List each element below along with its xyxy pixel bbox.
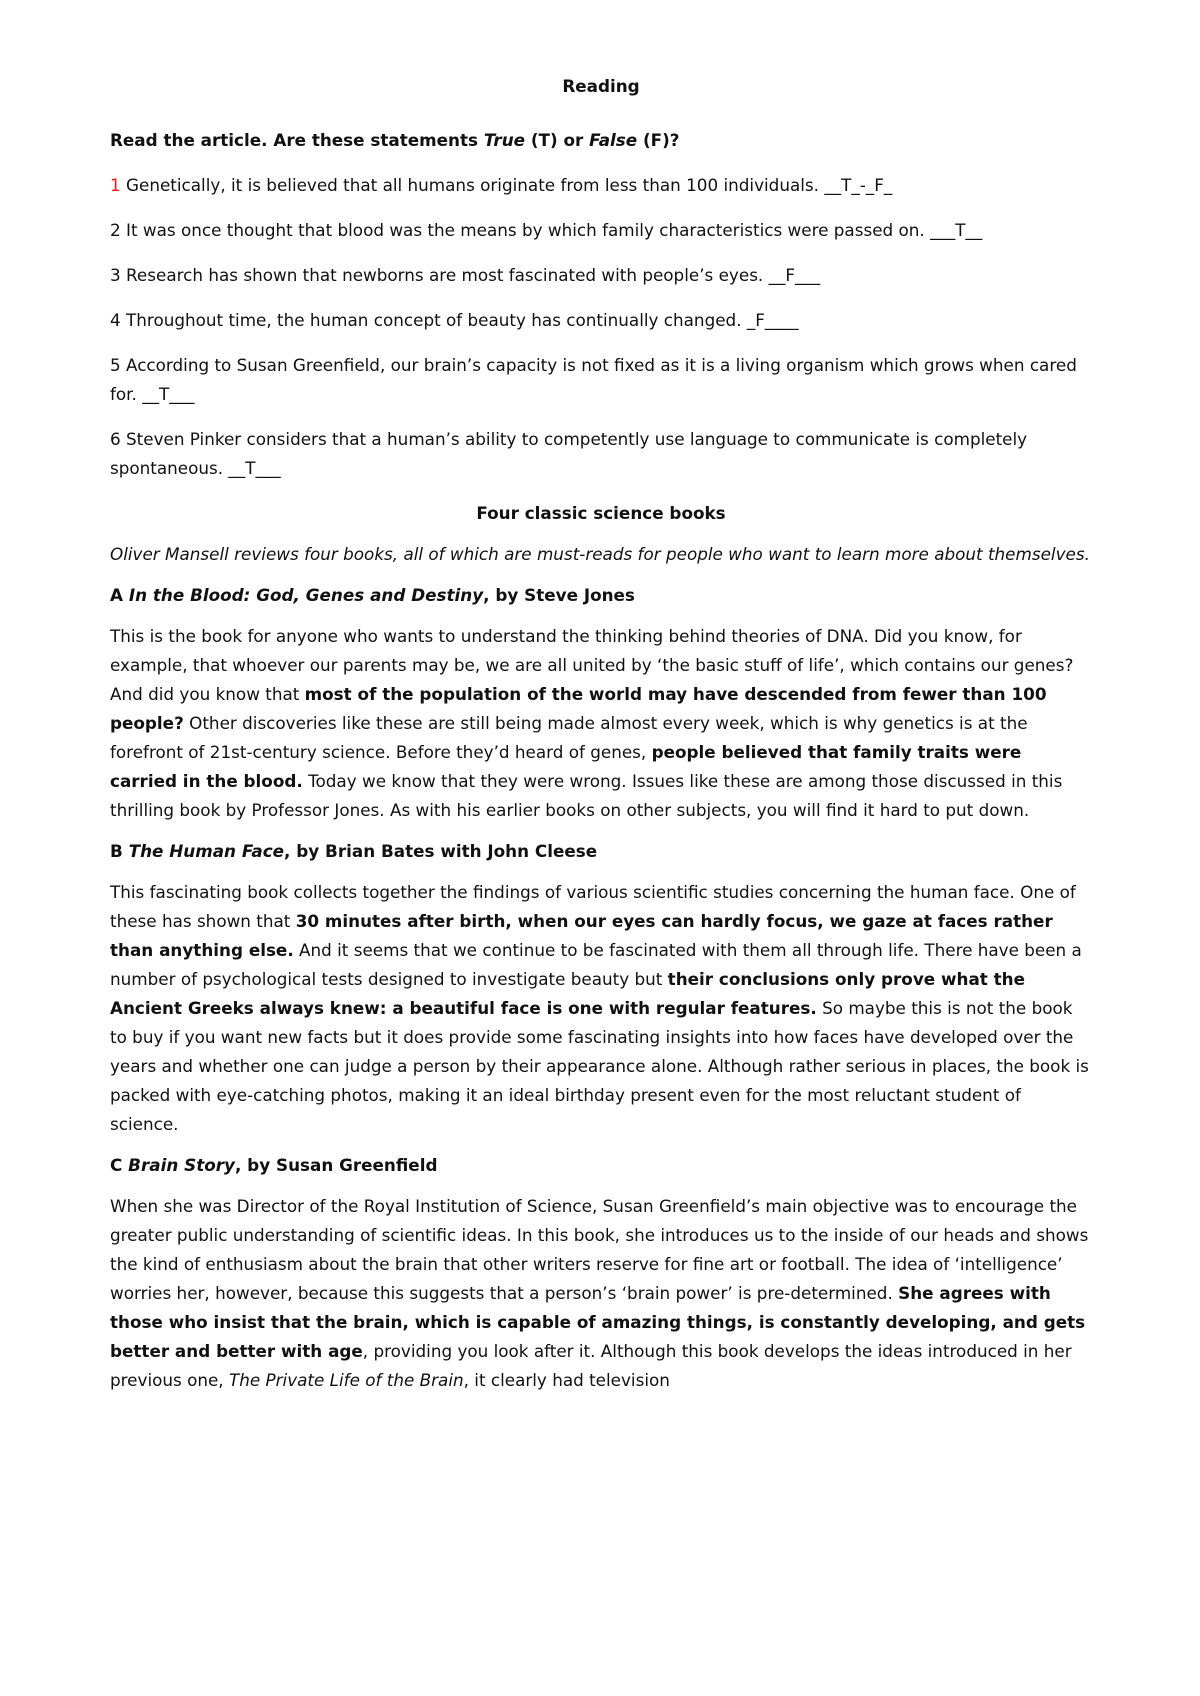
book-byline: , by Susan Greenfield — [234, 1155, 438, 1175]
article-intro: Oliver Mansell reviews four books, all of which are must-reads for people who want to learn more about themselves. — [110, 544, 1090, 564]
statement-text: Genetically, it is believed that all humans originate from less than 100 individuals. __T_-_F_ — [120, 175, 893, 195]
statement-number: 3 — [110, 265, 121, 285]
review-text: Today we know that they were wrong. Issues like these are among those discussed in this thrilling book by Professor Jones. As with his earlier books on other subjects, you will find it hard to put down. — [110, 771, 1063, 820]
book-b-review — [110, 878, 1092, 1139]
statement-number: 6 — [110, 429, 121, 449]
statement-1 — [110, 171, 1092, 200]
statement-text: According to Susan Greenfield, our brain’s capacity is not fixed as it is a living organism which grows when cared for. __T___ — [110, 355, 1077, 404]
instruction-text: Read the article. Are these statements — [110, 130, 484, 150]
review-text: , providing you look after it. Although this book develops the ideas introduced in her previous one, — [110, 1341, 1072, 1390]
book-a-heading — [110, 581, 1092, 610]
review-highlight: people believed that family traits were carried in the blood. — [110, 742, 1022, 791]
book-letter: A — [110, 585, 129, 605]
review-text: So maybe this is not the book to buy if you want new facts but it does provide some fascinating insights into how faces have developed over the years and whether one can judge a person by their appearance alone. Although rather serious in places, the book is packed with eye-catching photos, making it an ideal birthday present even for the most reluctant student of science. — [110, 998, 1089, 1134]
book-a-review — [110, 622, 1092, 825]
statement-2 — [110, 216, 1092, 245]
instruction-true: True — [483, 130, 526, 150]
article-title: Four classic science books — [476, 503, 726, 523]
review-highlight: 30 minutes after birth, when our eyes can hardly focus, we gaze at faces rather than anything else. — [110, 911, 1053, 960]
review-highlight: She agrees with those who insist that the brain, which is capable of amazing things, is constantly developing, and gets better and better with age — [110, 1283, 1086, 1361]
book-byline: , by Brian Bates with John Cleese — [284, 841, 598, 861]
review-highlight: their conclusions only prove what the Ancient Greeks always knew: a beautiful face is one with regular features. — [110, 969, 1025, 1018]
instruction-false: False — [589, 130, 638, 150]
statement-text: It was once thought that blood was the means by which family characteristics were passed on. ___T__ — [120, 220, 983, 240]
review-text: This fascinating book collects together the findings of various scientific studies concerning the human face. One of these has shown that — [110, 882, 1076, 931]
book-letter: B — [110, 841, 129, 861]
book-c-heading — [110, 1151, 1092, 1180]
page-title: Reading — [562, 76, 640, 96]
review-highlight: most of the population of the world may have descended from fewer than 100 people? — [110, 684, 1047, 733]
instruction — [110, 126, 1092, 155]
book-title: In the Blood: God, Genes and Destiny — [128, 585, 484, 605]
statement-5 — [110, 351, 1092, 409]
statement-text: Steven Pinker considers that a human’s ability to competently use language to communicate is completely spontaneous. __T___ — [110, 429, 1028, 478]
statement-6 — [110, 425, 1092, 483]
book-c-review — [110, 1192, 1092, 1395]
book-letter: C — [110, 1155, 129, 1175]
review-text: And it seems that we continue to be fascinated with them all through life. There have been a number of psychological tests designed to investigate beauty but — [110, 940, 1082, 989]
book-title: The Human Face — [128, 841, 285, 861]
statement-4 — [110, 306, 1092, 335]
book-title: Brain Story — [128, 1155, 235, 1175]
review-text: Other discoveries like these are still being made almost every week, which is why genetics is at the forefront of 21st-century science. Before they’d heard of genes, — [110, 713, 1028, 762]
review-text: When she was Director of the Royal Institution of Science, Susan Greenfield’s main objective was to encourage the greater public understanding of scientific ideas. In this book, she introduces us to the inside of our heads and shows the kind of enthusiasm about the brain that other writers reserve for fine art or football. The idea of ‘intelligence’ worries her, however, because this suggests that a person’s ‘brain power’ is pre-determined. — [110, 1196, 1089, 1303]
statement-text: Throughout time, the human concept of beauty has continually changed. _F____ — [120, 310, 799, 330]
statement-3 — [110, 261, 1092, 290]
review-book-reference: The Private Life of the Brain — [228, 1370, 464, 1390]
book-b-heading — [110, 837, 1092, 866]
book-byline: , by Steve Jones — [483, 585, 635, 605]
review-text: , it clearly had television — [463, 1370, 670, 1390]
statement-number: 1 — [110, 175, 121, 195]
instruction-text: (F)? — [637, 130, 680, 150]
statement-number: 5 — [110, 355, 121, 375]
statement-number: 2 — [110, 220, 121, 240]
statement-text: Research has shown that newborns are most fascinated with people’s eyes. __F___ — [120, 265, 821, 285]
instruction-text: (T) or — [525, 130, 590, 150]
review-text: This is the book for anyone who wants to understand the thinking behind theories of DNA. Did you know, for example, that whoever our parents may be, we are all united by ‘the basic stuff of life’, which contains our genes? And did you know that — [110, 626, 1074, 704]
statement-number: 4 — [110, 310, 121, 330]
